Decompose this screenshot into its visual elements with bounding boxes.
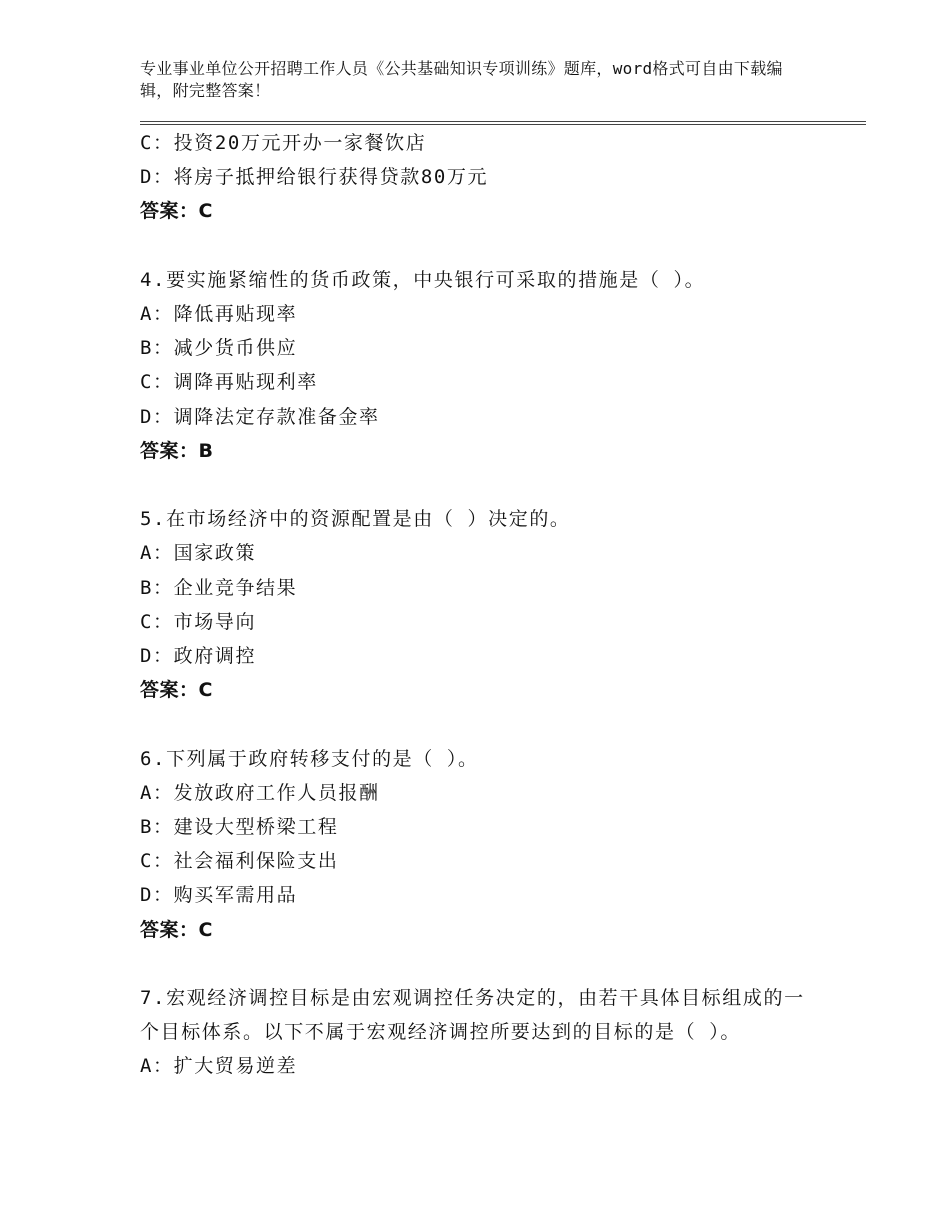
option-b: B：企业竞争结果 xyxy=(140,576,298,599)
answer-line: 答案：B xyxy=(140,439,214,462)
option-c: C：市场导向 xyxy=(140,610,257,633)
option-c: C：调降再贴现利率 xyxy=(140,371,318,394)
spacer xyxy=(140,947,820,981)
question-stem-4: 4.要实施紧缩性的货币政策，中央银行可采取的措施是（ ）。 xyxy=(140,268,706,291)
spacer xyxy=(140,229,820,263)
option-b: B：减少货币供应 xyxy=(140,337,298,360)
spacer xyxy=(140,707,820,741)
option-b: B：建设大型桥梁工程 xyxy=(140,816,339,839)
question-list xyxy=(140,126,820,1084)
answer-line: 答案：C xyxy=(140,200,213,223)
option-c: C：投资20万元开办一家餐饮店 xyxy=(140,132,427,154)
option-a: A：国家政策 xyxy=(140,542,257,565)
spacer xyxy=(140,468,820,502)
option-a: A：发放政府工作人员报酬 xyxy=(140,781,380,804)
question-stem-7: 7.宏观经济调控目标是由宏观调控任务决定的，由若干具体目标组成的一个目标体系。以下不属于宏观经济调控所要达到的目标的是（ ）。 xyxy=(140,987,805,1044)
question-stem-6: 6.下列属于政府转移支付的是（ ）。 xyxy=(140,747,479,770)
document-header: 专业事业单位公开招聘工作人员《公共基础知识专项训练》题库，word格式可自由下载编辑，附完整答案！ xyxy=(140,59,783,100)
option-a: A：扩大贸易逆差 xyxy=(140,1055,298,1078)
answer-line: 答案：C xyxy=(140,679,213,702)
option-d: D：购买军需用品 xyxy=(140,884,298,907)
option-a: A：降低再贴现率 xyxy=(140,303,298,325)
option-d: D：将房子抵押给银行获得贷款80万元 xyxy=(140,166,489,189)
header-divider xyxy=(140,121,866,125)
option-d: D：政府调控 xyxy=(140,645,257,668)
answer-line: 答案：C xyxy=(140,918,213,941)
option-d: D：调降法定存款准备金率 xyxy=(140,405,380,428)
option-c: C：社会福利保险支出 xyxy=(140,850,339,873)
question-stem-5: 5.在市场经济中的资源配置是由（ ）决定的。 xyxy=(140,508,571,531)
